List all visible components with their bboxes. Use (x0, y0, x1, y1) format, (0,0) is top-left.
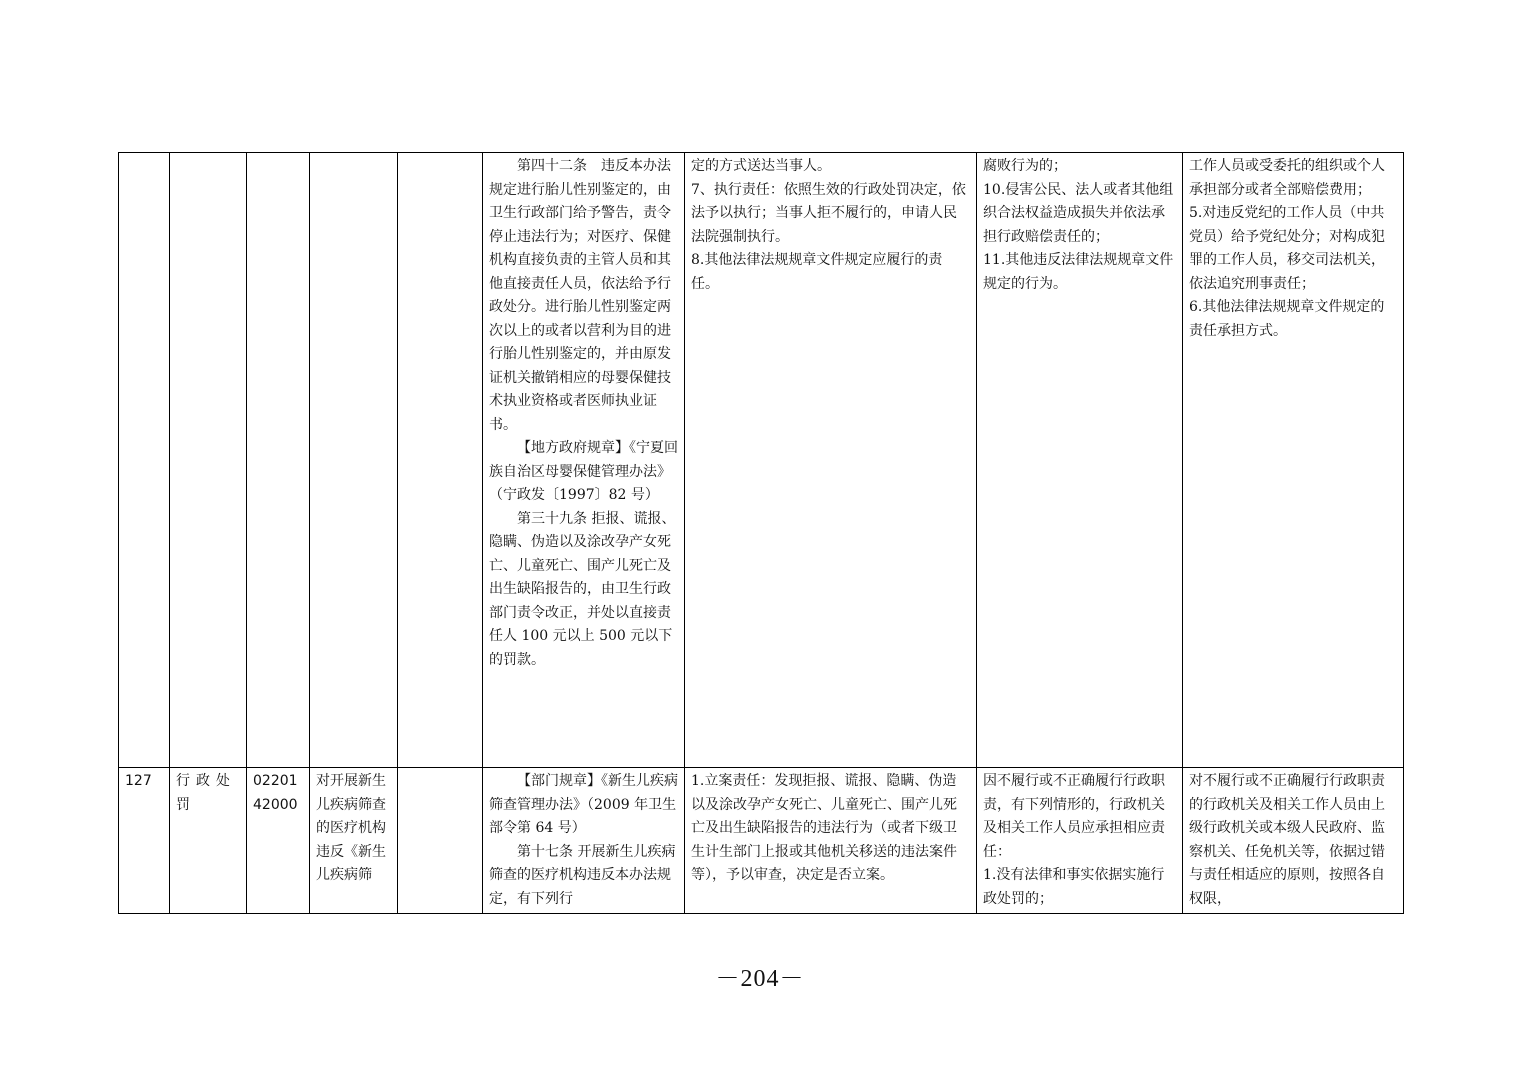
item-name-cell (310, 153, 398, 768)
accountability-cell (977, 768, 1183, 914)
accountability-text: 腐败行为的； 10.侵害公民、法人或者其他组织合法权益造成损失并依法承担行政赔偿责任的； 11.其他违反法律法规规章文件规定的行为。 (983, 158, 1174, 292)
basis-paragraph: 第十七条 开展新生儿疾病筛查的医疗机构违反本办法规定，有下列行 (489, 843, 676, 907)
responsibility-text: 定的方式送达当事人。 7、执行责任：依照生效的行政处罚决定，依法予以执行；当事人拒不履行的，申请人民法院强制执行。 8.其他法律法规规章文件规定应履行的责任。 (691, 158, 966, 292)
basis-cell (483, 768, 685, 914)
table-row (119, 153, 1404, 768)
table-row (119, 768, 1404, 914)
power-list-table (118, 152, 1404, 914)
index-cell: 127 (119, 768, 170, 914)
basis-paragraph: 第四十二条 违反本办法规定进行胎儿性别鉴定的，由卫生行政部门给予警告，责令停止违法行为；对医疗、保健机构直接负责的主管人员和其他直接责任人员，依法给予行政处分。进行胎儿性别鉴定两次以上的或者以营利为目的进行胎儿性别鉴定的，并由原发证机关撤销相应的母婴保健技术执业资格或者医师执业证书。 (489, 158, 671, 433)
index-cell (119, 153, 170, 768)
basis-paragraph: 【地方政府规章】《宁夏回族自治区母婴保健管理办法》（宁政发〔1997〕82 号） (489, 440, 678, 503)
page-number: －204－ (715, 966, 805, 992)
responsibility-cell (685, 768, 977, 914)
code-cell: 0220142000 (247, 768, 310, 914)
accountability-text: 因不履行或不正确履行行政职责，有下列情形的，行政机关及相关工作人员应承担相应责任： 1.没有法律和事实依据实施行政处罚的； (983, 773, 1165, 907)
basis-cell (483, 153, 685, 768)
liability-cell (1183, 768, 1404, 914)
category-cell (170, 153, 247, 768)
basis-paragraph: 【部门规章】《新生儿疾病筛查管理办法》（2009 年卫生部令第 64 号） (489, 773, 678, 836)
liability-text: 对不履行或不正确履行行政职责的行政机关及相关工作人员由上级行政机关或本级人民政府、监察机关、任免机关等，依据过错与责任相适应的原则，按照各自权限， (1189, 773, 1385, 907)
code-cell (247, 153, 310, 768)
category-cell: 行政处罚 (170, 768, 247, 914)
liability-text: 工作人员或受委托的组织或个人承担部分或者全部赔偿费用； 5.对违反党纪的工作人员（中共党员）给予党纪处分；对构成犯罪的工作人员，移交司法机关，依法追究刑事责任； 6.其他法律法规规章文件规定的责任承担方式。 (1189, 158, 1385, 339)
responsibility-text: 1.立案责任：发现拒报、谎报、隐瞒、伪造以及涂改孕产女死亡、儿童死亡、围产儿死亡及出生缺陷报告的违法行为（或者下级卫生计生部门上报或其他机关移送的违法案件等），予以审查，决定是否立案。 (691, 773, 957, 883)
accountability-cell (977, 153, 1183, 768)
responsibility-cell (685, 153, 977, 768)
sub-item-cell (398, 153, 483, 768)
liability-cell (1183, 153, 1404, 768)
basis-paragraph: 第三十九条 拒报、谎报、隐瞒、伪造以及涂改孕产女死亡、儿童死亡、围产儿死亡及出生缺陷报告的，由卫生行政部门责令改正，并处以直接责任人 100 元以上 500 元以下的罚款。 (489, 510, 676, 668)
sub-item-cell (398, 768, 483, 914)
item-name-cell: 对开展新生儿疾病筛查的医疗机构违反《新生儿疾病筛 (310, 768, 398, 914)
